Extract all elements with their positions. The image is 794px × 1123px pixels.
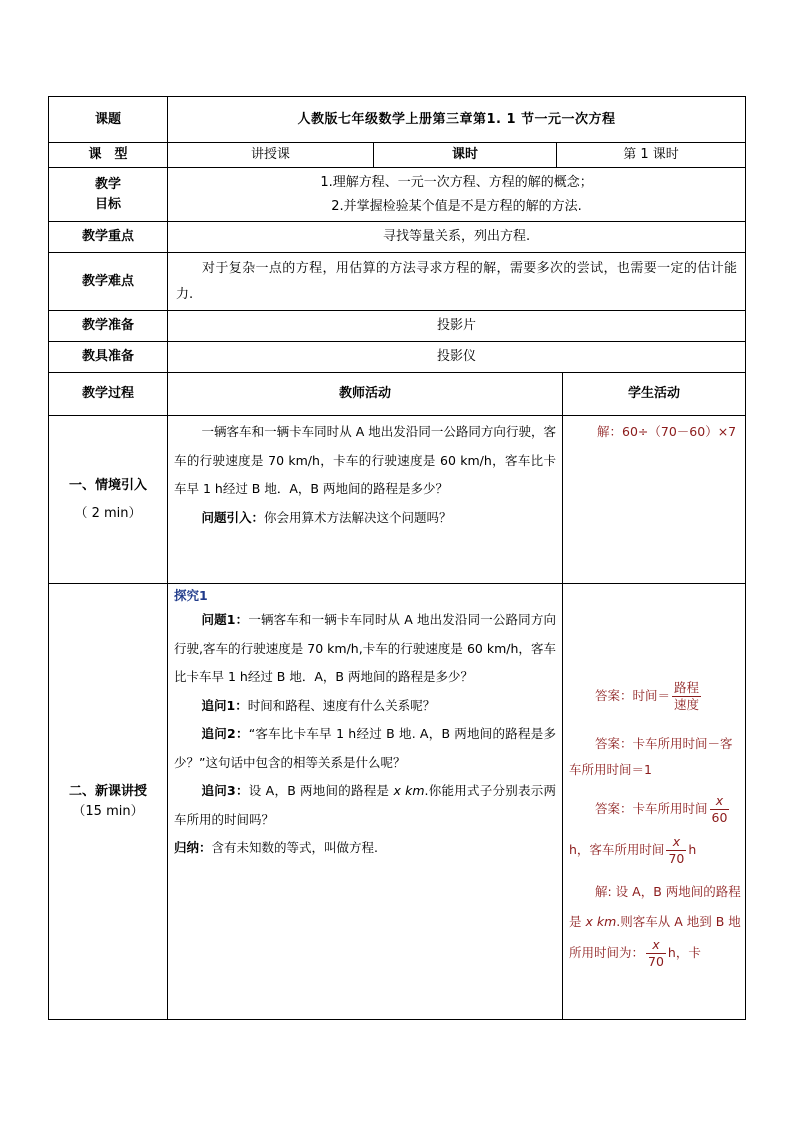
stage1-teacher-activity — [168, 416, 563, 584]
followup2-label: 追问2： — [201, 726, 249, 741]
summary-label: 归纳： — [174, 840, 212, 855]
answer3b-num: x — [666, 834, 686, 851]
answer3b-fraction — [666, 834, 686, 867]
stage2-time: （15 min） — [72, 803, 144, 819]
col-student-header: 学生活动 — [563, 373, 746, 416]
process-header-row — [49, 373, 746, 416]
lesson-plan-table — [48, 96, 746, 1020]
tools-row — [49, 342, 746, 373]
key-value: 寻找等量关系，列出方程. — [168, 222, 746, 253]
answer4-var: x km — [585, 914, 617, 929]
prep-value: 投影片 — [168, 311, 746, 342]
stage2-summary — [174, 834, 556, 863]
answer3-prefix: 答案：卡车所用时间 — [595, 801, 708, 816]
stage1-row — [49, 416, 746, 584]
answer4-fraction — [646, 937, 666, 970]
prep-label: 教学准备 — [49, 311, 168, 342]
followup3-var: x km — [393, 783, 425, 798]
stage1-name-cell — [49, 416, 168, 584]
goals-value — [168, 168, 746, 222]
answer-4 — [569, 877, 741, 970]
difficult-row — [49, 253, 746, 311]
stage2-teacher-activity — [168, 584, 563, 1020]
question1-text: 一辆客车和一辆卡车同时从 A 地出发沿同一公路同方向行驶,客车的行驶速度是 70 km/h,卡车的行驶速度是 60 km/h，客车比卡车早 1 h经过 B 地．A，B 两地间的路程是多少？ — [174, 612, 556, 684]
prep-row — [49, 311, 746, 342]
followup1-text: 时间和路程、速度有什么关系呢？ — [247, 697, 436, 713]
lesson-plan-sheet — [48, 96, 745, 1020]
answer3-den: 60 — [711, 810, 728, 825]
type-label: 课 型 — [49, 143, 168, 168]
answer-3 — [569, 793, 741, 826]
answer3-mid: h，客车所用时间 — [569, 842, 665, 857]
goal-2: 2.并掌握检验某个值是不是方程的解的方法. — [331, 198, 582, 214]
col-teacher-header: 教师活动 — [168, 373, 563, 416]
stage2-followup3 — [174, 777, 556, 834]
answer3b-den: 70 — [668, 851, 685, 866]
hours-value: 第 1 课时 — [557, 143, 746, 168]
type-row — [49, 143, 746, 168]
stage2-question1 — [174, 606, 556, 692]
goal-1: 1.理解方程、一元一次方程、方程的解的概念； — [320, 174, 593, 190]
title-row — [49, 97, 746, 143]
stage2-student-activity — [563, 584, 746, 1020]
goals-label — [49, 168, 168, 222]
answer3-suffix: h — [688, 842, 697, 857]
goals-label-line1: 教学 — [94, 176, 121, 192]
answer4-den: 70 — [648, 954, 664, 969]
stage2-row — [49, 584, 746, 1020]
answer4-c: h，卡 — [667, 945, 701, 960]
stage1-student-activity: 解：60÷（70－60）×7 — [563, 416, 746, 584]
lesson-title: 人教版七年级数学上册第三章第1. 1 节一元一次方程 — [168, 97, 746, 143]
followup2-text: “客车比卡车早 1 h经过 B 地. A，B 两地间的路程是多少？”这句话中包含的相等关系是什么呢？ — [174, 726, 556, 770]
answer4-b: .则客车从 A 地到 B 地所用时间为： — [569, 914, 741, 960]
answer1-den: 速度 — [674, 697, 700, 712]
stage1-problem: 一辆客车和一辆卡车同时从 A 地出发沿同一公路同方向行驶，客车的行驶速度是 70 km/h，卡车的行驶速度是 60 km/h，客车比卡车早 1 h经过 B 地．A，B 两地间的路程是多少？ — [174, 424, 556, 496]
answer4-num: x — [646, 937, 666, 954]
answer-1 — [569, 680, 741, 713]
question1-label: 问题1： — [201, 612, 249, 627]
answer4-a: 解: 设 A，B 两地间的路程是 — [569, 884, 741, 929]
stage1-time: （ 2 min） — [74, 505, 142, 521]
tools-label: 教具准备 — [49, 342, 168, 373]
followup1-label: 追问1： — [201, 697, 248, 713]
answer3-num: x — [710, 793, 730, 810]
difficult-label: 教学难点 — [49, 253, 168, 311]
difficult-value: 对于复杂一点的方程，用估算的方法寻求方程的解，需要多次的尝试，也需要一定的估计能力. — [168, 253, 746, 311]
summary-text: 含有未知数的等式，叫做方程. — [211, 840, 378, 855]
followup3-label: 追问3： — [201, 783, 249, 798]
followup3-text-a: 设 A，B 两地间的路程是 — [248, 783, 394, 798]
stage1-intro-label: 问题引入： — [201, 509, 265, 525]
stage1-name: 一、情境引入 — [68, 477, 147, 493]
key-row — [49, 222, 746, 253]
answer-3b — [569, 834, 741, 867]
title-label: 课题 — [49, 97, 168, 143]
answer1-fraction — [672, 680, 701, 713]
type-value: 讲授课 — [168, 143, 374, 168]
stage2-followup2 — [174, 720, 556, 777]
stage2-name-cell — [49, 584, 168, 1020]
goals-row — [49, 168, 746, 222]
stage2-name: 二、新课讲授 — [68, 783, 147, 799]
key-label: 教学重点 — [49, 222, 168, 253]
stage1-intro-text: 你会用算术方法解决这个问题吗？ — [264, 509, 452, 525]
tools-value: 投影仪 — [168, 342, 746, 373]
col-process-header: 教学过程 — [49, 373, 168, 416]
stage2-followup1 — [174, 692, 556, 721]
stage1-intro — [174, 504, 556, 533]
answer1-num: 路程 — [674, 680, 700, 695]
answer-2: 答案：卡车所用时间－客车所用时间＝1 — [569, 736, 733, 777]
goals-label-line2: 目标 — [94, 196, 121, 212]
followup3-text-b: .你能用式子分别表示两车所用的时间吗？ — [174, 783, 556, 827]
explore-heading: 探究1 — [174, 588, 208, 603]
hours-label: 课时 — [374, 143, 557, 168]
answer1-prefix: 答案：时间＝ — [595, 688, 671, 703]
answer3-fraction — [710, 793, 730, 826]
